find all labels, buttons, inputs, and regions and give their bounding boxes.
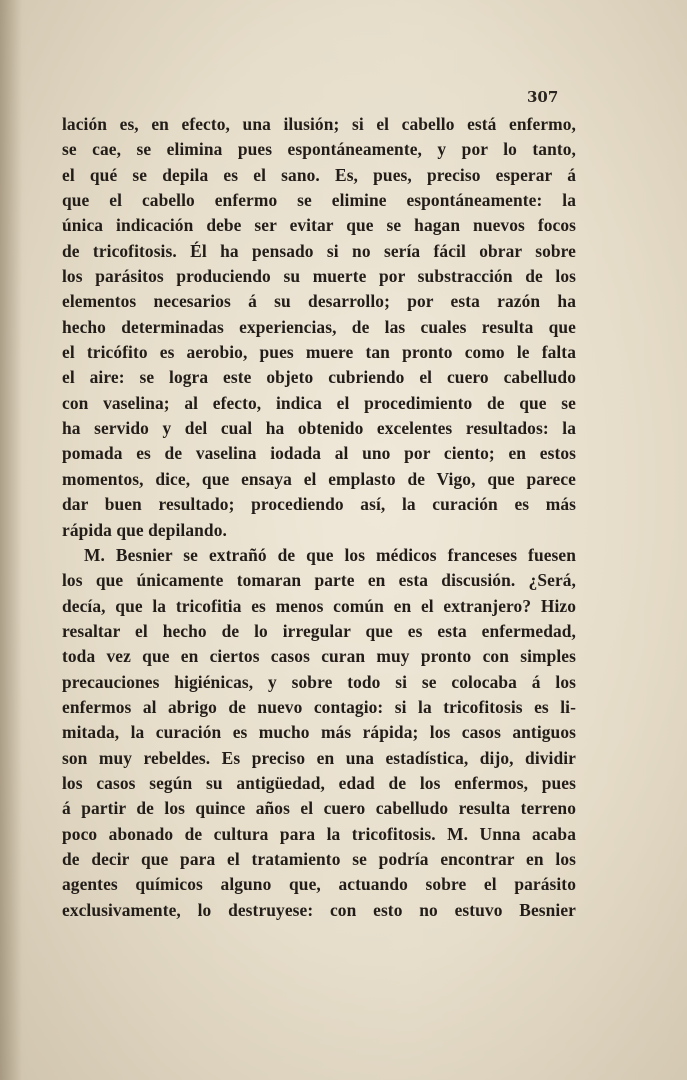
text-line: decía, que la tricofitia es menos común en el extranjero? Hizo <box>62 595 576 616</box>
text-line: exclusivamente, lo destruyese: con esto no estuvo Besnier <box>62 899 576 920</box>
text-line: los casos según su antigüedad, edad de los enfermos, pues <box>62 772 576 793</box>
text-line: enfermos al abrigo de nuevo contagio: si la tricofitosis es li- <box>62 696 576 717</box>
text-line: hecho determinadas experiencias, de las cuales resulta que <box>62 316 576 337</box>
text-line: que el cabello enfermo se elimine espontáneamente: la <box>62 190 576 211</box>
text-line: ha servido y del cual ha obtenido excelentes resultados: la <box>62 418 576 439</box>
text-line: con vaselina; al efecto, indica el procedimiento de que se <box>62 392 576 413</box>
text-line: el qué se depila es el sano. Es, pues, preciso esperar á <box>62 164 576 185</box>
text-line: única indicación debe ser evitar que se hagan nuevos focos <box>62 215 576 236</box>
paragraph-start-line: M. Besnier se extrañó de que los médicos franceses fuesen <box>84 544 576 565</box>
text-line: á partir de los quince años el cuero cabelludo resulta terreno <box>62 798 576 819</box>
text-line: son muy rebeldes. Es preciso en una estadística, dijo, dividir <box>62 747 576 768</box>
text-line: de tricofitosis. Él ha pensado si no sería fácil obrar sobre <box>62 240 576 261</box>
text-line: de decir que para el tratamiento se podría encontrar en los <box>62 848 576 869</box>
text-line: lación es, en efecto, una ilusión; si el cabello está enfermo, <box>62 114 576 134</box>
text-line: poco abonado de cultura para la tricofitosis. M. Unna acaba <box>62 823 576 844</box>
text-line: dar buen resultado; procediendo así, la curación es más <box>62 494 576 515</box>
text-line: el aire: se logra este objeto cubriendo el cuero cabelludo <box>62 367 576 388</box>
text-line: toda vez que en ciertos casos curan muy pronto con simples <box>62 646 576 667</box>
text-line: el tricófito es aerobio, pues muere tan pronto como le falta <box>62 342 576 363</box>
paragraph-end-line: rápida que depilando. <box>62 519 227 540</box>
text-line: los parásitos produciendo su muerte por substracción de los <box>62 266 576 287</box>
binding-shadow <box>0 0 22 1080</box>
text-line: los que únicamente tomaran parte en esta discusión. ¿Será, <box>62 570 576 591</box>
body-text <box>62 112 576 923</box>
text-line: precauciones higiénicas, y sobre todo si se colocaba á los <box>62 671 576 692</box>
text-line: resaltar el hecho de lo irregular que es esta enfermedad, <box>62 620 576 641</box>
text-line: momentos, dice, que ensaya el emplasto de Vigo, que parece <box>62 468 576 489</box>
text-line: agentes químicos alguno que, actuando sobre el parásito <box>62 874 576 895</box>
text-line: se cae, se elimina pues espontáneamente, y por lo tanto, <box>62 139 576 160</box>
text-line: pomada es de vaselina iodada al uno por ciento; en estos <box>62 443 576 464</box>
text-line: elementos necesarios á su desarrollo; por esta razón ha <box>62 291 576 312</box>
text-line: mitada, la curación es mucho más rápida; los casos antiguos <box>62 722 576 743</box>
page-number: 307 <box>527 88 559 106</box>
